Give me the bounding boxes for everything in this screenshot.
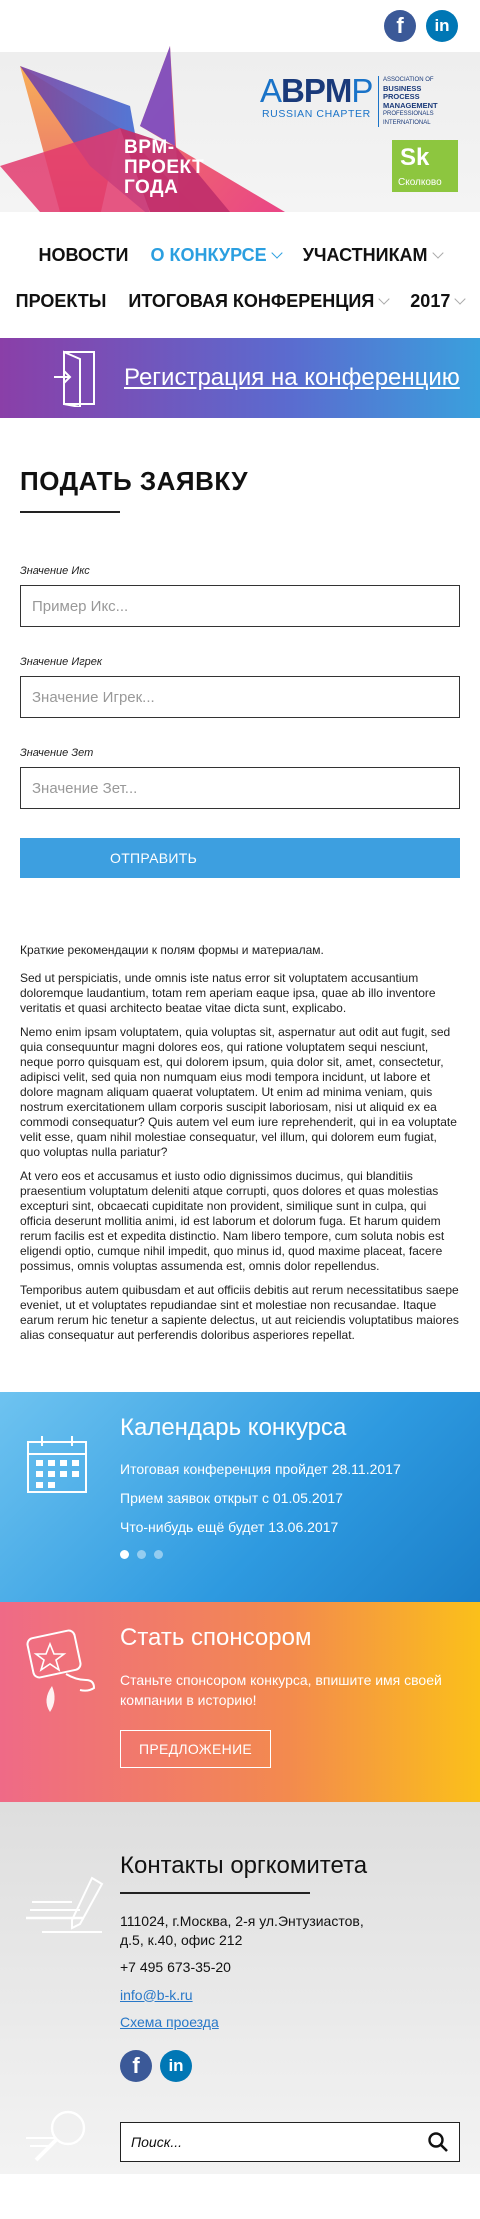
footer-social [120, 2050, 460, 2082]
input-y[interactable] [20, 676, 460, 718]
main-nav [0, 212, 480, 338]
directions-link[interactable]: Схема проезда [120, 2013, 219, 2030]
nav-row [14, 232, 466, 278]
hero-banner [0, 52, 480, 212]
title-line: ГОДА [124, 177, 179, 198]
project-of-year-title [124, 138, 204, 198]
abpmp-wordmark [260, 72, 372, 110]
form-title: ПОДАТЬ ЗАЯВКУ [20, 466, 249, 496]
abpmp-logo[interactable] [260, 72, 460, 128]
slider-dot[interactable] [137, 1550, 146, 1559]
field-label-x: Значение Икс [20, 565, 90, 577]
search-input[interactable] [120, 2122, 460, 2162]
search-placeholder: Поиск... [131, 2134, 182, 2150]
facebook-glyph: f [396, 13, 404, 38]
linkedin-icon[interactable] [160, 2050, 192, 2082]
abpmp-a: A [260, 72, 282, 109]
chevron-down-icon [271, 247, 282, 258]
door-enter-icon [52, 349, 98, 407]
email-link[interactable]: info@b-k.ru [120, 1986, 193, 2003]
input-z[interactable] [20, 767, 460, 809]
nav-label: НОВОСТИ [38, 244, 129, 265]
chevron-down-icon [455, 293, 466, 304]
nav-item-year[interactable] [410, 291, 464, 312]
abpmp-line: BUSINESS [383, 83, 422, 93]
letter-pen-icon [22, 1872, 112, 1942]
article-lead: Краткие рекомендации к полям формы и материалам. [20, 943, 324, 957]
contacts-body [120, 1852, 460, 2082]
input-x[interactable] [20, 585, 460, 627]
abpmp-line: ASSOCIATION OF [383, 77, 434, 83]
calendar-event: Итоговая конференция пройдет 28.11.2017 [120, 1461, 401, 1477]
calendar-icon [22, 1430, 92, 1500]
nav-label: О КОНКУРСЕ [150, 244, 267, 265]
address-line: д.5, к.40, офис 212 [120, 1931, 243, 1948]
article-paragraph: Temporibus autem quibusdam et aut officiis debitis aut rerum necessitatibus saepe eveniet, ut et voluptates repudiandae sint et molestiae non recusandae. Itaque earum rerum hic tenetur a sapiente delectus, ut aut reiciendis voluptatibus maiores alias consequatur aut perferendis doloribus asperiores repellat. [20, 1283, 459, 1342]
nav-item-participants[interactable] [303, 245, 442, 266]
calendar-event: Что-нибудь ещё будет 13.06.2017 [120, 1519, 339, 1535]
chevron-down-icon [432, 247, 443, 258]
input-y-placeholder: Значение Игрек... [32, 688, 155, 706]
sponsor-body [120, 1624, 460, 1768]
contacts-underline [120, 1892, 310, 1894]
sponsor-title: Стать спонсором [120, 1624, 312, 1651]
input-z-placeholder: Значение Зет... [32, 779, 138, 797]
abpmp-chapter: RUSSIAN CHAPTER [262, 108, 371, 120]
contest-calendar [0, 1392, 480, 1602]
search-magnifier-decor-icon [22, 2102, 102, 2172]
title-underline [20, 511, 120, 513]
linkedin-glyph: in [434, 16, 450, 35]
slider-dot-active[interactable] [120, 1550, 129, 1559]
calendar-event: Прием заявок открыт с 01.05.2017 [120, 1490, 343, 1506]
skolkovo-logo[interactable] [392, 140, 458, 192]
top-social-bar [0, 0, 480, 52]
facebook-glyph: f [132, 2052, 140, 2078]
nav-label: ПРОЕКТЫ [15, 290, 107, 311]
field-label-z: Значение Зет [20, 747, 94, 759]
title-line: ПРОЕКТ [124, 157, 205, 178]
slider-dots [120, 1550, 460, 1559]
registration-banner[interactable] [0, 338, 480, 418]
facebook-icon[interactable] [120, 2050, 152, 2082]
linkedin-glyph: in [168, 2055, 184, 2075]
slider-dot[interactable] [154, 1550, 163, 1559]
proposal-button-label: ПРЕДЛОЖЕНИЕ [139, 1741, 253, 1757]
facebook-icon[interactable] [384, 10, 416, 42]
article-paragraph: At vero eos et accusamus et iusto odio dignissimos ducimus, qui blanditiis praesentium voluptatum deleniti atque corrupti, quos dolores et quas molestias excepturi sint, obcaecati cupiditate non provident, similique sunt in culpa, qui officia deserunt mollitia animi, id est laborum et dolorum fuga. Et harum quidem rerum facilis est et expedita distinctio. Nam libero tempore, cum soluta nobis est eligendi optio, cumque nihil impedit, quo minus id, quod maxime placeat, facere possimus, omnis voluptas assumenda est, omnis dolor repellendus. [20, 1169, 445, 1273]
submit-label: ОТПРАВИТЬ [110, 850, 198, 866]
application-form [0, 418, 480, 898]
contacts-phone: +7 495 673-35-20 [120, 1958, 231, 1975]
proposal-button[interactable] [120, 1730, 271, 1768]
address-line: 111024, г.Москва, 2-я ул.Энтузиастов, [120, 1912, 364, 1929]
nav-item-projects[interactable] [16, 291, 107, 312]
nav-item-about[interactable] [151, 245, 281, 266]
search-icon[interactable] [427, 2131, 449, 2153]
calendar-body [120, 1414, 460, 1559]
article-paragraph: Sed ut perspiciatis, unde omnis iste natus error sit voluptatem accusantium doloremque laudantium, totam rem aperiam eaque ipsa, quae ab illo inventore veritatis et quasi architecto beatae vitae dicta sunt, explicabo. [20, 971, 436, 1015]
nav-label: ИТОГОВАЯ КОНФЕРЕНЦИЯ [128, 290, 375, 311]
registration-link[interactable]: Регистрация на конференцию [124, 364, 460, 391]
article-paragraph: Nemo enim ipsam voluptatem, quia voluptas sit, aspernatur aut odit aut fugit, sed quia consequuntur magni dolores eos, qui ratione voluptatem sequi nesciunt, neque porro quisquam est, qui dolorem ipsum, quia dolor sit, amet, consectetur, adipisci velit, sed quia non numquam eius modi tempora incidunt, ut labore et dolore magnam aliquam quaerat voluptatem. Ut enim ad minima veniam, quis nostrum exercitationem ullam corporis suscipit laboriosam, nisi ut aliquid ex ea commodi consequatur? Quis autem vel eum iure reprehenderit, qui in ea voluptate velit esse, quam nihil molestiae consequatur, vel illum, qui dolorem eum fugiat, quo voluptas nulla pariatur? [20, 1025, 457, 1159]
field-label-y: Значение Игрек [20, 656, 103, 668]
nav-item-conference[interactable] [128, 291, 388, 312]
nav-label: УЧАСТНИКАМ [302, 244, 428, 265]
sponsor-description: Станьте спонсором конкурса, впишите имя своей компании в историю! [120, 1672, 442, 1708]
nav-item-news[interactable] [38, 245, 128, 266]
contacts-section [0, 1802, 480, 2174]
contacts-address [120, 1912, 460, 1950]
abpmp-bpm: BPM [281, 72, 352, 109]
contacts-title: Контакты оргкомитета [120, 1852, 368, 1879]
linkedin-icon[interactable] [426, 10, 458, 42]
skolkovo-mark: Sk [400, 144, 430, 171]
recommendations-text [0, 898, 480, 1392]
skolkovo-name: Сколково [398, 177, 442, 188]
abpmp-line: PROCESS [383, 92, 420, 101]
abpmp-line: INTERNATIONAL [383, 119, 431, 126]
sponsor-money-bag-icon [22, 1624, 98, 1724]
nav-label: 2017 [410, 290, 451, 311]
abpmp-line: PROFESSIONALS [383, 111, 434, 117]
input-x-placeholder: Пример Икс... [32, 597, 129, 615]
chevron-down-icon [379, 293, 390, 304]
calendar-title: Календарь конкурса [120, 1414, 347, 1441]
submit-button[interactable] [20, 838, 460, 878]
become-sponsor-section [0, 1602, 480, 1802]
abpmp-line: MANAGEMENT [383, 100, 438, 110]
title-line: BPM- [124, 137, 175, 158]
abpmp-subtitle [378, 76, 438, 127]
nav-row [14, 278, 466, 324]
abpmp-p: P [351, 72, 373, 109]
